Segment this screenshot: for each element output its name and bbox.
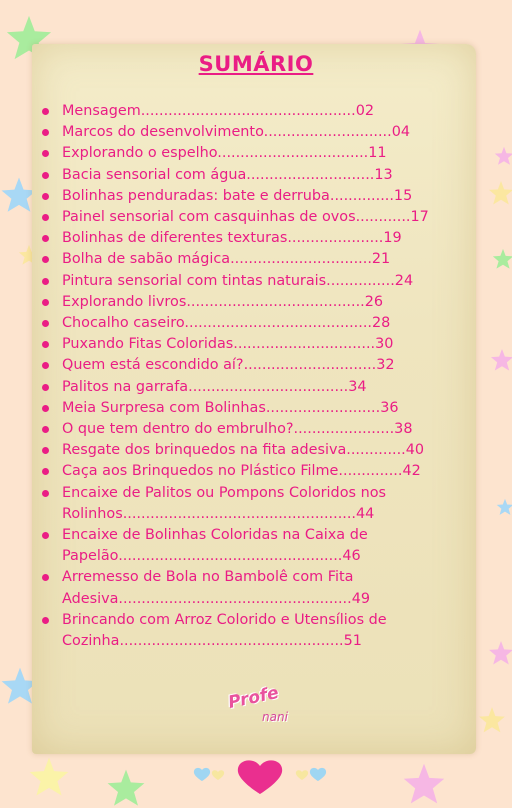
small-heart-icon xyxy=(212,770,224,780)
toc-item xyxy=(40,122,480,143)
bullet-icon xyxy=(42,490,49,497)
toc-item xyxy=(40,461,480,482)
toc-item xyxy=(40,207,480,228)
logo: Profe xyxy=(226,682,281,714)
toc-item xyxy=(40,377,480,398)
pink-star-icon xyxy=(402,762,446,806)
toc-item-label: Pintura sensorial com tintas naturais...............24 xyxy=(62,272,414,289)
toc-item xyxy=(40,143,480,164)
toc-item-label: Encaixe de Palitos ou Pompons Coloridos nos xyxy=(62,484,386,501)
bullet-icon xyxy=(42,384,49,391)
bullet-icon xyxy=(42,426,49,433)
toc-item-label: Brincando com Arroz Colorido e Utensílios de xyxy=(62,611,387,628)
green-star-icon xyxy=(106,768,146,808)
bullet-icon xyxy=(42,129,49,136)
toc-item xyxy=(40,398,480,419)
hearts-decoration xyxy=(190,748,330,798)
bullet-icon xyxy=(42,405,49,412)
toc-item-label: Bacia sensorial com água............................13 xyxy=(62,166,393,183)
bullet-icon xyxy=(42,214,49,221)
green-star-icon xyxy=(492,248,512,270)
bullet-icon xyxy=(42,468,49,475)
toc-item-label-continued: Adesiva...................................................49 xyxy=(62,590,371,607)
toc-item xyxy=(40,440,480,461)
toc-item xyxy=(40,186,480,207)
small-heart-icon xyxy=(194,768,210,781)
page-title: SUMÁRIO xyxy=(198,52,314,76)
toc-item-label: Palitos na garrafa...................................34 xyxy=(62,378,367,395)
toc-item-label: Marcos do desenvolvimento............................04 xyxy=(62,124,411,141)
toc-item xyxy=(40,334,480,355)
toc-item-label: Mensagem...............................................02 xyxy=(62,103,375,119)
bullet-icon xyxy=(42,299,49,306)
toc-item xyxy=(40,525,480,567)
toc-item xyxy=(40,483,480,525)
pink-star-icon xyxy=(488,640,512,666)
toc-item xyxy=(40,419,480,440)
toc-item xyxy=(40,355,480,376)
pink-star-icon xyxy=(494,146,512,166)
toc-item xyxy=(40,271,480,292)
toc-item xyxy=(40,610,480,652)
bullet-icon xyxy=(42,256,49,263)
small-heart-icon xyxy=(296,770,308,780)
bullet-icon xyxy=(42,193,49,200)
toc-item-label: Arremesso de Bola no Bambolê com Fita xyxy=(62,569,354,586)
toc-item xyxy=(40,249,480,270)
toc-item-label: Puxando Fitas Coloridas...............................30 xyxy=(62,336,394,353)
toc-item-label-continued: Rolinhos...................................................44 xyxy=(62,505,375,522)
yellow-star-icon xyxy=(28,756,70,798)
table-of-contents xyxy=(40,101,480,652)
bullet-icon xyxy=(42,150,49,157)
bullet-icon xyxy=(42,574,49,581)
big-heart-icon xyxy=(238,760,282,794)
toc-item xyxy=(40,567,480,609)
blue-star-icon xyxy=(496,498,512,516)
bullet-icon xyxy=(42,320,49,327)
pink-star-icon xyxy=(490,348,512,372)
bullet-icon xyxy=(42,341,49,348)
yellow-star-icon xyxy=(488,180,512,206)
toc-item-label: Explorando livros.......................................26 xyxy=(62,293,384,310)
toc-item-label: Bolinhas de diferentes texturas.....................19 xyxy=(62,230,402,247)
toc-item-label: Quem está escondido aí?.............................32 xyxy=(62,357,395,374)
bullet-icon xyxy=(42,172,49,179)
bullet-icon xyxy=(42,235,49,242)
toc-item xyxy=(40,165,480,186)
toc-item xyxy=(40,228,480,249)
toc-item-label: Bolha de sabão mágica...............................21 xyxy=(62,251,391,268)
small-heart-icon xyxy=(310,768,326,781)
yellow-star-icon xyxy=(478,706,506,734)
bullet-icon xyxy=(42,278,49,285)
bullet-icon xyxy=(42,108,49,115)
toc-item-label: Encaixe de Bolinhas Coloridas na Caixa de xyxy=(62,527,368,544)
toc-item-label: Bolinhas penduradas: bate e derruba..............15 xyxy=(62,187,413,204)
toc-item-label-continued: Cozinha.................................................51 xyxy=(62,633,362,650)
toc-item-label: Meia Surpresa com Bolinhas.........................36 xyxy=(62,399,399,416)
toc-item-label: Resgate dos brinquedos na fita adesiva.............40 xyxy=(62,442,425,459)
toc-item-label: Caça aos Brinquedos no Plástico Filme..............42 xyxy=(62,463,421,480)
bullet-icon xyxy=(42,447,49,454)
toc-item-label-continued: Papelão.................................................46 xyxy=(62,548,361,565)
toc-item-label: Painel sensorial com casquinhas de ovos............17 xyxy=(62,209,429,226)
toc-item xyxy=(40,292,480,313)
toc-item xyxy=(40,313,480,334)
bullet-icon xyxy=(42,362,49,369)
bullet-icon xyxy=(42,617,49,624)
toc-item-label: Chocalho caseiro.........................................28 xyxy=(62,315,391,332)
logo-subtitle: nani xyxy=(262,710,288,724)
toc-item xyxy=(40,101,480,122)
toc-item-label: O que tem dentro do embrulho?......................38 xyxy=(62,421,413,438)
bullet-icon xyxy=(42,532,49,539)
toc-item-label: Explorando o espelho.................................11 xyxy=(62,145,387,162)
